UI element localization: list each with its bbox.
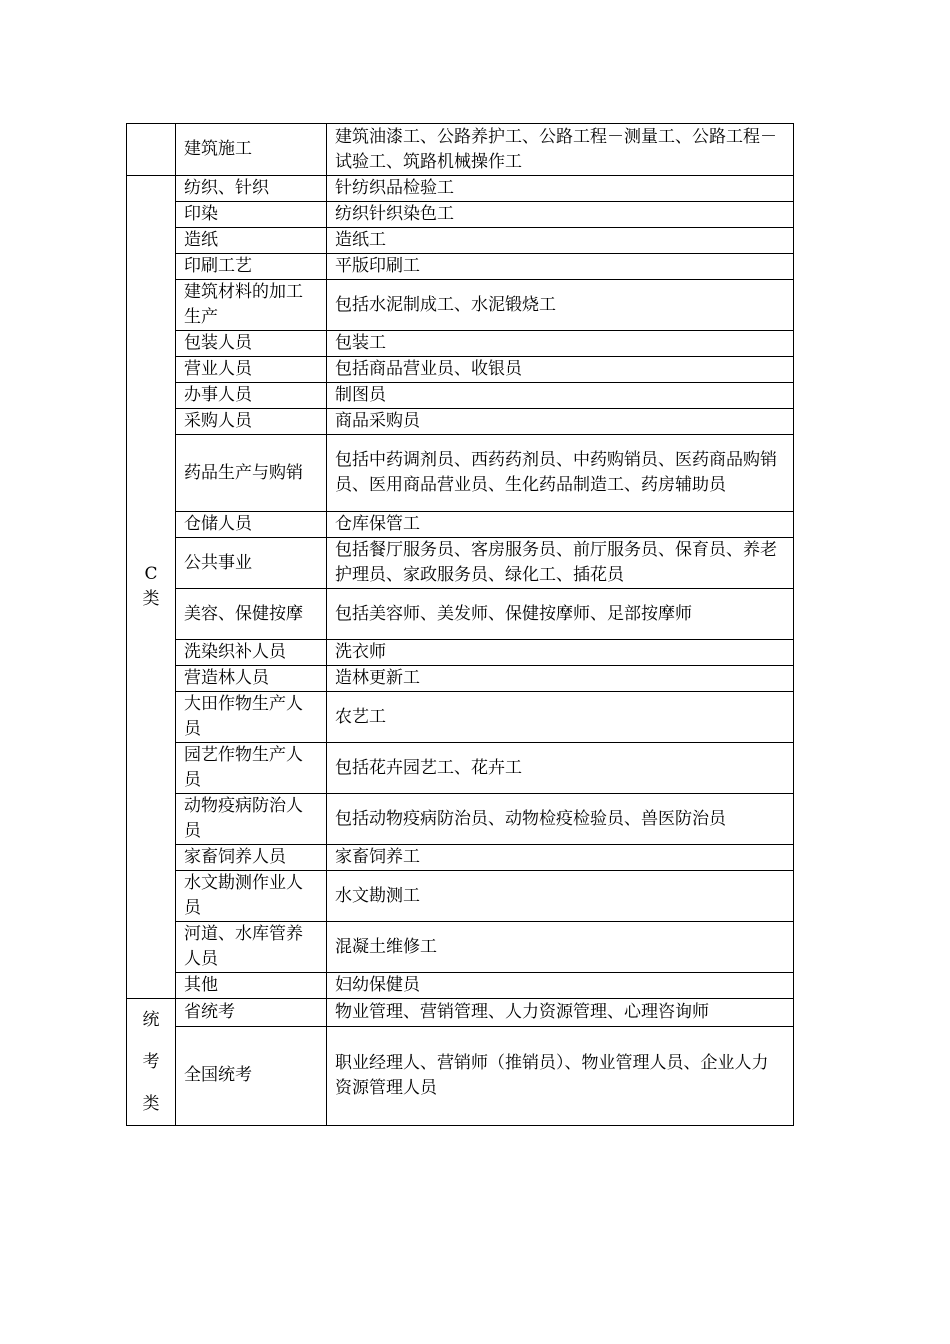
table-row bbox=[127, 743, 794, 794]
table-row bbox=[127, 538, 794, 589]
table-row bbox=[127, 871, 794, 922]
occupation-name: 水文勘测作业人员 bbox=[176, 871, 327, 922]
occupation-desc: 包括花卉园艺工、花卉工 bbox=[327, 743, 794, 794]
occupation-name: 全国统考 bbox=[176, 1026, 327, 1125]
table-row bbox=[127, 589, 794, 640]
table-row bbox=[127, 794, 794, 845]
occupation-name: 洗染织补人员 bbox=[176, 640, 327, 666]
occupation-desc: 包装工 bbox=[327, 331, 794, 357]
table-row bbox=[127, 228, 794, 254]
occupation-desc: 商品采购员 bbox=[327, 409, 794, 435]
occupation-desc: 纺织针织染色工 bbox=[327, 202, 794, 228]
category-cell-exam bbox=[127, 999, 176, 1126]
table-row bbox=[127, 409, 794, 435]
occupation-table-body bbox=[127, 124, 794, 1126]
occupation-name: 其他 bbox=[176, 973, 327, 999]
occupation-desc: 针纺织品检验工 bbox=[327, 176, 794, 202]
occupation-name: 家畜饲养人员 bbox=[176, 845, 327, 871]
occupation-name: 河道、水库管养人员 bbox=[176, 922, 327, 973]
table-row bbox=[127, 435, 794, 512]
table-row bbox=[127, 922, 794, 973]
occupation-desc: 建筑油漆工、公路养护工、公路工程－测量工、公路工程－试验工、筑路机械操作工 bbox=[327, 124, 794, 176]
occupation-desc: 妇幼保健员 bbox=[327, 973, 794, 999]
occupation-desc: 家畜饲养工 bbox=[327, 845, 794, 871]
occupation-name: 采购人员 bbox=[176, 409, 327, 435]
table-row bbox=[127, 331, 794, 357]
occupation-desc: 物业管理、营销管理、人力资源管理、心理咨询师 bbox=[327, 999, 794, 1027]
occupation-name: 省统考 bbox=[176, 999, 327, 1027]
table-row bbox=[127, 692, 794, 743]
category-char: 统 bbox=[142, 1010, 160, 1030]
table-row bbox=[127, 973, 794, 999]
occupation-desc: 仓库保管工 bbox=[327, 512, 794, 538]
occupation-desc: 平版印刷工 bbox=[327, 254, 794, 280]
occupation-desc: 水文勘测工 bbox=[327, 871, 794, 922]
table-row bbox=[127, 845, 794, 871]
occupation-desc: 制图员 bbox=[327, 383, 794, 409]
occupation-name: 药品生产与购销 bbox=[176, 435, 327, 512]
occupation-name: 营业人员 bbox=[176, 357, 327, 383]
occupation-desc: 包括美容师、美发师、保健按摩师、足部按摩师 bbox=[327, 589, 794, 640]
table-row bbox=[127, 254, 794, 280]
table-row bbox=[127, 512, 794, 538]
category-cell bbox=[127, 124, 176, 176]
occupation-name: 印刷工艺 bbox=[176, 254, 327, 280]
occupation-name: 园艺作物生产人员 bbox=[176, 743, 327, 794]
occupation-name: 美容、保健按摩 bbox=[176, 589, 327, 640]
occupation-desc: 包括餐厅服务员、客房服务员、前厅服务员、保育员、养老护理员、家政服务员、绿化工、插花员 bbox=[327, 538, 794, 589]
occupation-desc: 包括商品营业员、收银员 bbox=[327, 357, 794, 383]
occupation-name: 营造林人员 bbox=[176, 666, 327, 692]
occupation-name: 大田作物生产人员 bbox=[176, 692, 327, 743]
occupation-name: 造纸 bbox=[176, 228, 327, 254]
occupation-name: 动物疫病防治人员 bbox=[176, 794, 327, 845]
occupation-name: 公共事业 bbox=[176, 538, 327, 589]
table-row bbox=[127, 1026, 794, 1125]
occupation-desc: 包括动物疫病防治员、动物检疫检验员、兽医防治员 bbox=[327, 794, 794, 845]
table-row bbox=[127, 999, 794, 1027]
occupation-desc: 农艺工 bbox=[327, 692, 794, 743]
occupation-name: 印染 bbox=[176, 202, 327, 228]
occupation-name: 纺织、针织 bbox=[176, 176, 327, 202]
table-row bbox=[127, 176, 794, 202]
category-char: 类 bbox=[142, 1094, 160, 1114]
category-cell-c: C 类 bbox=[127, 176, 176, 999]
table-row bbox=[127, 124, 794, 176]
occupation-name: 建筑材料的加工生产 bbox=[176, 280, 327, 331]
occupation-name: 包装人员 bbox=[176, 331, 327, 357]
occupation-name: 仓储人员 bbox=[176, 512, 327, 538]
occupation-desc: 包括中药调剂员、西药药剂员、中药购销员、医药商品购销员、医用商品营业员、生化药品制造工、药房辅助员 bbox=[327, 435, 794, 512]
table-row bbox=[127, 640, 794, 666]
table-row bbox=[127, 280, 794, 331]
occupation-name: 建筑施工 bbox=[176, 124, 327, 176]
occupation-desc: 造纸工 bbox=[327, 228, 794, 254]
category-char: 考 bbox=[142, 1052, 160, 1072]
occupation-desc: 洗衣师 bbox=[327, 640, 794, 666]
occupation-table bbox=[126, 123, 794, 1126]
occupation-name: 办事人员 bbox=[176, 383, 327, 409]
table-row bbox=[127, 202, 794, 228]
occupation-desc: 造林更新工 bbox=[327, 666, 794, 692]
table-row bbox=[127, 383, 794, 409]
occupation-desc: 包括水泥制成工、水泥锻烧工 bbox=[327, 280, 794, 331]
table-row bbox=[127, 357, 794, 383]
occupation-desc: 职业经理人、营销师（推销员）、物业管理人员、企业人力资源管理人员 bbox=[327, 1026, 794, 1125]
table-row bbox=[127, 666, 794, 692]
occupation-desc: 混凝土维修工 bbox=[327, 922, 794, 973]
